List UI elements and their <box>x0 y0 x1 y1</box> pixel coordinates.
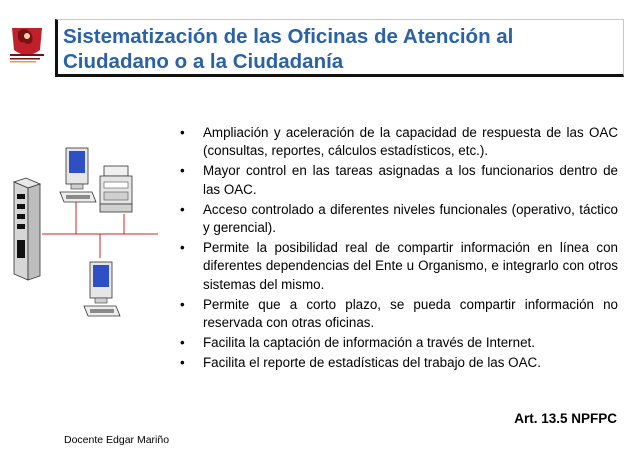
bullet-item: • Mayor control en las tareas asignadas a los funcionarios dentro de las OAC. <box>180 163 618 197</box>
title-line-1: Sistematización de las Oficinas de Atención al <box>63 25 514 48</box>
bullet-list <box>178 124 618 375</box>
computer-workstation-icon <box>60 148 96 202</box>
network-diagram <box>0 140 170 340</box>
printer-icon <box>100 166 132 212</box>
title-line-2: Ciudadano o a la Ciudadanía <box>63 50 344 73</box>
bullet-item: • Facilita la captación de información a través de Internet. <box>180 335 535 351</box>
computer-workstation-icon <box>84 262 120 316</box>
bullet-item: • Ampliación y aceleración de la capacidad de respuesta de las OAC (consultas, reportes, cálculos estadísticos, etc.). <box>180 125 618 159</box>
bullet-item: • Permite la posibilidad real de compartir información en línea con diferentes dependencias del Ente u Organismo, e integrarlo con otros sistemas del mismo. <box>180 240 618 292</box>
bullet-item: • Acceso controlado a diferentes niveles funcionales (operativo, táctico y gerencial). <box>180 201 618 236</box>
title-box <box>55 19 624 77</box>
bullet-item: • Facilita el reporte de estadísticas del trabajo de las OAC. <box>180 355 541 371</box>
article-reference: Art. 13.5 NPFPC <box>514 411 617 426</box>
footer-author: Docente Edgar Mariño <box>64 434 170 446</box>
slide-title <box>63 24 513 74</box>
server-tower-icon <box>14 178 40 280</box>
bullet-item: • Permite que a corto plazo, se pueda compartir información no reservada con otras oficinas. <box>180 296 618 331</box>
lion-crest-logo <box>4 20 50 72</box>
